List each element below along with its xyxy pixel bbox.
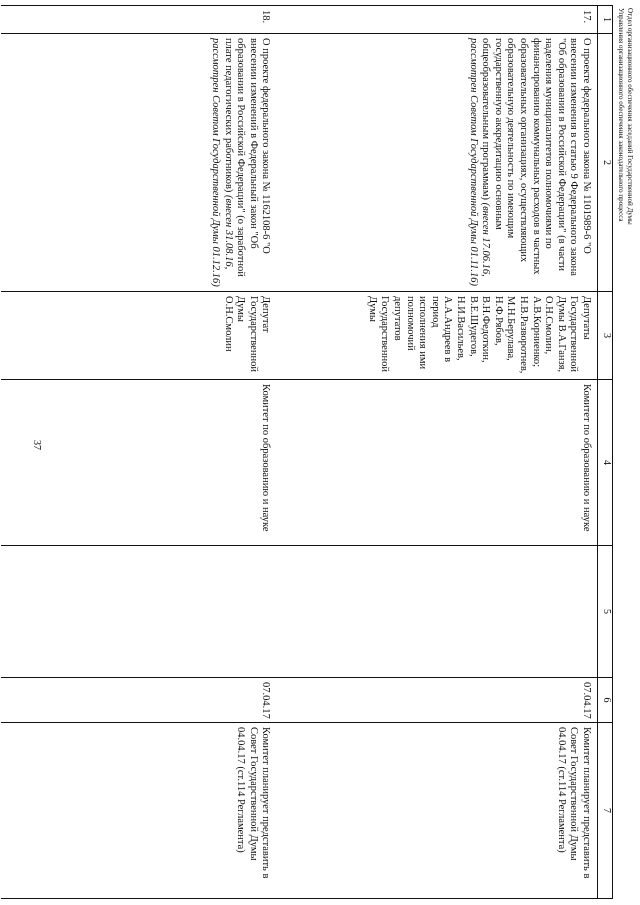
bill-description: [302, 34, 598, 292]
committee-plan-note: Комитет планирует представить в Совет Государственной Думы 04.04.17 (ст.114 Регламента): [302, 723, 598, 899]
date-cell: 07.04.17: [2, 678, 302, 723]
responsible-committee: Комитет по образованию и науке: [302, 380, 598, 546]
footer: [616, 8, 634, 225]
date-cell: 07.04.17: [302, 678, 598, 723]
bill-status-note: (внесен 31.08.16, рассмотрен Советом Государственной Думы 01.12.16): [210, 38, 234, 287]
column-header: 7: [598, 723, 613, 899]
bill-authors: Депутат Государственной Думы О.Н.Смолин: [2, 292, 302, 380]
bill-title: О проекте федерального закона № 1162108-6 "О внесении изменений в Федеральный закон "Об образовании в Российской Федерации" (о заработной плате педагогических работников): [222, 38, 272, 277]
column-header: 2: [598, 34, 613, 292]
responsible-committee: Комитет по образованию и науке: [2, 380, 302, 546]
table-row: [2, 6, 302, 899]
column-header: 6: [598, 678, 613, 723]
column-5-cell: [302, 546, 598, 678]
item-number: 18.: [2, 6, 302, 34]
column-header: 4: [598, 380, 613, 546]
page-number: 37: [31, 440, 42, 450]
column-header: 5: [598, 546, 613, 678]
bill-description: [2, 34, 302, 292]
bill-title: О проекте федерального закона № 1101989-6 "О внесении изменения в статью 9 Федерального закона "Об образовании в Российской Федерации" (в части наделения муниципалитетов полномочиями по финансированию коммунальных расходов в частных образовательных организациях, осуществляющих образовательную деятельность по имеющим государственную аккредитацию основным общеобразовательным программам): [480, 38, 592, 276]
agenda-table: [2, 5, 614, 899]
bill-authors: Депутаты Государственной Думы В.А.Ганзя, О.Н.Смолин, А.В.Корниенко; Н.В.Разворотнев, М.Н.Берулава, Н.Ф.Рябов, В.Н.Федоткин, В.Е.Шудегов, Н.И.Васильев, А.А.Андреев в период исполнения ими полномочий депутатов Государственной Думы: [302, 292, 598, 380]
item-number: 17.: [302, 6, 598, 34]
footer-line-1: Отдел организационного обеспечения заседаний Государственной Думы: [626, 8, 634, 225]
table-header-row: [598, 6, 613, 899]
bill-status-note: (внесен 17.06.16, рассмотрен Советом Государственной Думы 01.11.16): [467, 38, 492, 286]
column-header: 1: [598, 6, 613, 34]
column-5-cell: [2, 546, 302, 678]
footer-line-2: Управления организационного обеспечения законодательного процесса: [617, 8, 625, 222]
column-header: 3: [598, 292, 613, 380]
table-row: [302, 6, 598, 899]
committee-plan-note: Комитет планирует представить в Совет Государственной Думы 04.04.17 (ст.114 Регламента): [2, 723, 302, 899]
